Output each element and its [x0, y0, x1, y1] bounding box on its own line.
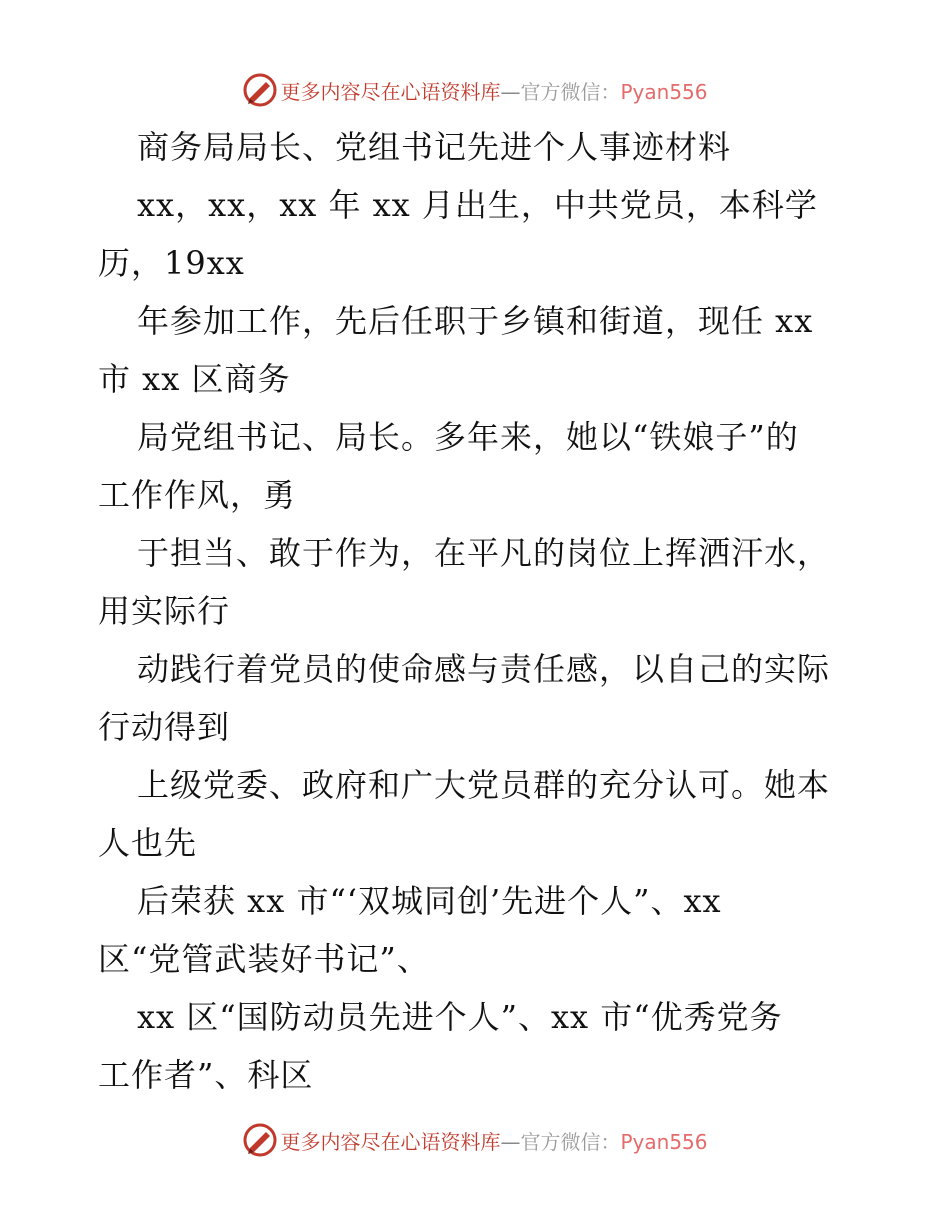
banner-wechat-id: Pyan556: [620, 1129, 708, 1154]
text-line: 局党组书记、局长。多年来，她以“铁娘子”的: [137, 418, 799, 456]
banner-official-text: 官方微信：: [520, 1129, 621, 1154]
text-line: 于担当、敢于作为，在平凡的岗位上挥洒汗水，: [137, 534, 831, 572]
banner-official-text: 官方微信：: [520, 79, 621, 104]
document-title: 商务局局长、党组书记先进个人事迹材料: [137, 128, 732, 166]
pen-logo-icon: [242, 1122, 278, 1158]
text-line: 工作者”、科区: [98, 1056, 314, 1094]
banner-wechat-id: Pyan556: [620, 79, 708, 104]
text-line: 后荣获 xx 市“‘双城同创’先进个人”、xx: [137, 882, 722, 920]
text-line: 年参加工作，先后任职于乡镇和街道，现任 xx: [137, 302, 814, 340]
banner-dash: —: [500, 1129, 521, 1154]
header-banner: [0, 70, 950, 110]
text-line: 人也先: [98, 824, 198, 862]
text-line: 动践行着党员的使命感与责任感，以自己的实际: [137, 650, 831, 688]
text-line: xx，xx，xx 年 xx 月出生，中共党员，本科学: [137, 186, 818, 224]
banner-dash: —: [500, 79, 521, 104]
text-line: 市 xx 区商务: [98, 360, 291, 398]
banner-main-text: 更多内容尽在心语资料库: [280, 1129, 501, 1154]
text-line: 区“党管武装好书记”、: [98, 940, 430, 978]
text-line: 行动得到: [98, 708, 231, 746]
text-line: 历，19xx: [98, 244, 245, 282]
pen-logo-icon: [242, 72, 278, 108]
footer-banner: [0, 1120, 950, 1160]
text-line: 上级党委、政府和广大党员群的充分认可。她本: [137, 766, 831, 804]
text-line: 工作作风，勇: [98, 476, 297, 514]
banner-main-text: 更多内容尽在心语资料库: [280, 79, 501, 104]
text-line: 用实际行: [98, 592, 231, 630]
text-line: xx 区“国防动员先进个人”、xx 市“优秀党务: [137, 998, 783, 1036]
